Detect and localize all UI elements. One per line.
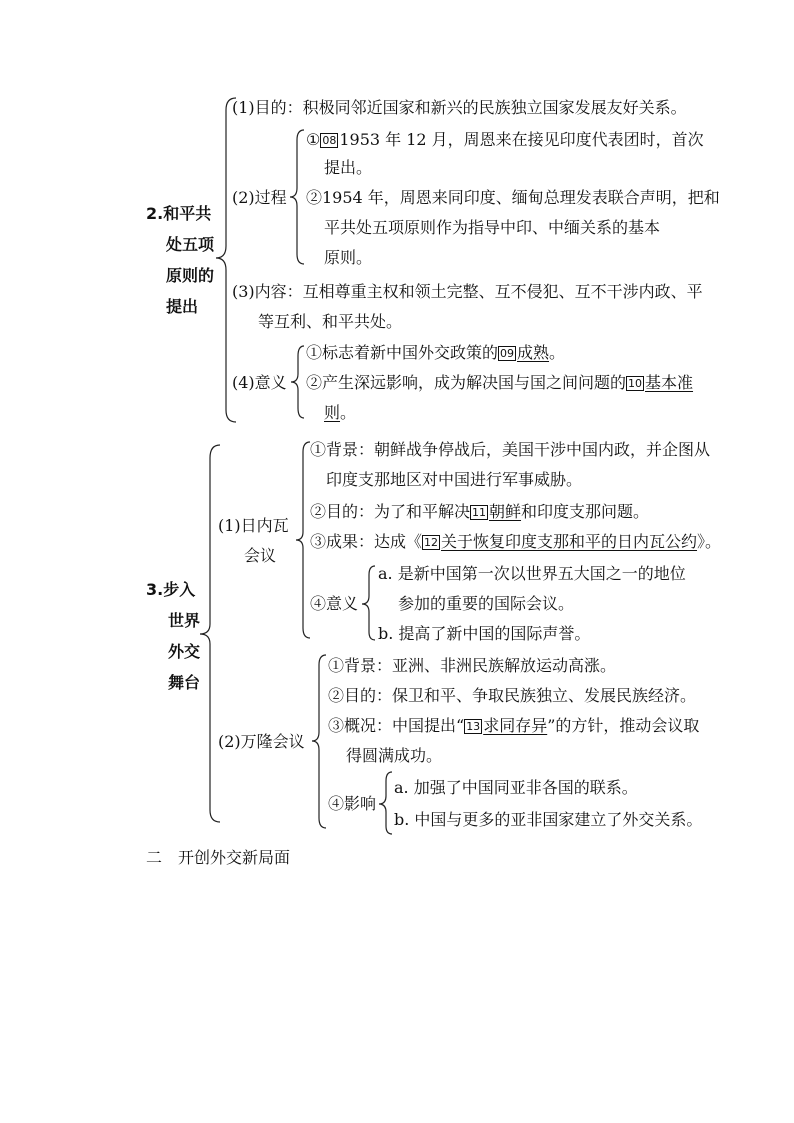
blank-number-08: 08 bbox=[322, 134, 337, 147]
content-line1: (3)内容：互相尊重主权和领土完整、互不侵犯、互不干涉内政、平 bbox=[232, 282, 703, 301]
sig2-suffix: 。 bbox=[340, 403, 357, 422]
brace-section3 bbox=[200, 445, 220, 822]
section3-title-line3: 外交 bbox=[168, 642, 201, 661]
blank-number-12: 12 bbox=[424, 536, 439, 549]
geneva-result bbox=[310, 532, 721, 552]
brace-bandung bbox=[312, 655, 326, 828]
geneva-background: ①背景：朝鲜战争停战后，美国干涉中国内政，并企图从 bbox=[310, 440, 711, 459]
section2-title-line4: 提出 bbox=[166, 297, 199, 316]
section3-title-line2: 世界 bbox=[168, 611, 201, 630]
brace-significance bbox=[291, 346, 304, 418]
geneva-background-cont: 印度支那地区对中国进行军事威胁。 bbox=[326, 470, 583, 489]
blank-number-13: 13 bbox=[466, 720, 481, 733]
geneva-significance-a-cont: 参加的重要的国际会议。 bbox=[398, 594, 575, 613]
process-item-2-cont1: 平共处五项原则作为指导中印、中缅关系的基本 bbox=[324, 218, 661, 237]
process-item-1-cont: 提出。 bbox=[324, 158, 373, 177]
geneva-label-line2: 会议 bbox=[244, 546, 277, 565]
blank-number-09: 09 bbox=[500, 347, 515, 360]
bandung-label: (2)万隆会议 bbox=[218, 732, 305, 751]
bandung-sit-suffix: ”的方针，推动会议取 bbox=[547, 716, 700, 735]
section3-title-line1: 3.步入 bbox=[146, 580, 196, 599]
brace-geneva bbox=[296, 442, 310, 638]
content-line2: 等互利、和平共处。 bbox=[258, 312, 403, 331]
sig2-prefix: ②产生深远影响，成为解决国与国之间问题的 bbox=[306, 373, 627, 392]
process-label: (2)过程 bbox=[232, 188, 287, 207]
geneva-result-prefix: ③成果：达成《 bbox=[310, 532, 423, 551]
section2-title-line3: 原则的 bbox=[166, 266, 215, 285]
bandung-effect-a: a. 加强了中国同亚非各国的联系。 bbox=[394, 778, 638, 797]
bandung-background: ①背景：亚洲、非洲民族解放运动高涨。 bbox=[328, 656, 617, 675]
section3-title-line4: 舞台 bbox=[168, 673, 201, 692]
geneva-significance-b: b. 提高了新中国的国际声誉。 bbox=[378, 624, 591, 643]
blank-number-11: 11 bbox=[472, 506, 487, 519]
geneva-goal bbox=[310, 502, 649, 522]
significance-label: (4)意义 bbox=[232, 373, 287, 392]
sig1-prefix: ①标志着新中国外交政策的 bbox=[306, 343, 499, 362]
section2-title-line2: 处五项 bbox=[166, 235, 215, 254]
blank-number-10: 10 bbox=[628, 377, 643, 390]
next-section-heading: 二 开创外交新局面 bbox=[146, 848, 291, 867]
bandung-situation-cont: 得圆满成功。 bbox=[346, 746, 443, 765]
answer-maturity: 成熟 bbox=[517, 343, 550, 362]
section2-purpose: (1)目的：积极同邻近国家和新兴的民族独立国家发展友好关系。 bbox=[232, 98, 687, 117]
section2-title-line1: 2.和平共 bbox=[146, 204, 212, 223]
geneva-label-line1: (1)日内瓦 bbox=[218, 516, 289, 535]
answer-basic-norm: 基本准 bbox=[645, 373, 694, 392]
bandung-goal: ②目的：保卫和平、争取民族独立、发展民族经济。 bbox=[328, 686, 697, 705]
geneva-result-suffix: 》。 bbox=[697, 532, 722, 551]
bandung-sit-prefix: ③概况：中国提出“ bbox=[328, 716, 465, 735]
brace-bandung-effect bbox=[379, 772, 392, 834]
geneva-goal-suffix: 和印度支那问题。 bbox=[521, 502, 650, 521]
bandung-effect-b: b. 中国与更多的亚非国家建立了外交关系。 bbox=[394, 810, 703, 829]
brace-process bbox=[290, 130, 304, 264]
geneva-goal-prefix: ②目的：为了和平解决 bbox=[310, 502, 471, 521]
geneva-significance-a: a. 是新中国第一次以世界五大国之一的地位 bbox=[378, 564, 686, 583]
significance-item-2-cont bbox=[324, 403, 356, 423]
process-item-1-text: 1953 年 12 月，周恩来在接见印度代表团时，首次 bbox=[339, 130, 704, 149]
process-item-1-prefix: ① bbox=[306, 130, 321, 149]
process-item-1 bbox=[306, 130, 704, 150]
answer-korea: 朝鲜 bbox=[489, 502, 522, 521]
answer-geneva-accords: 关于恢复印度支那和平的日内瓦公约 bbox=[441, 532, 698, 551]
bandung-situation bbox=[328, 716, 699, 736]
geneva-significance-label: ④意义 bbox=[310, 594, 359, 613]
process-item-2: ②1954 年，周恩来同印度、缅甸总理发表联合声明，把和 bbox=[306, 188, 720, 207]
answer-seek-common-ground: 求同存异 bbox=[483, 716, 548, 735]
brace-geneva-significance bbox=[362, 566, 375, 640]
significance-item-2 bbox=[306, 373, 693, 393]
answer-basic-norm-cont: 则 bbox=[324, 403, 341, 422]
process-item-2-cont2: 原则。 bbox=[324, 248, 373, 267]
bandung-effect-label: ④影响 bbox=[328, 794, 377, 813]
sig1-suffix: 。 bbox=[549, 343, 566, 362]
significance-item-1 bbox=[306, 343, 565, 363]
